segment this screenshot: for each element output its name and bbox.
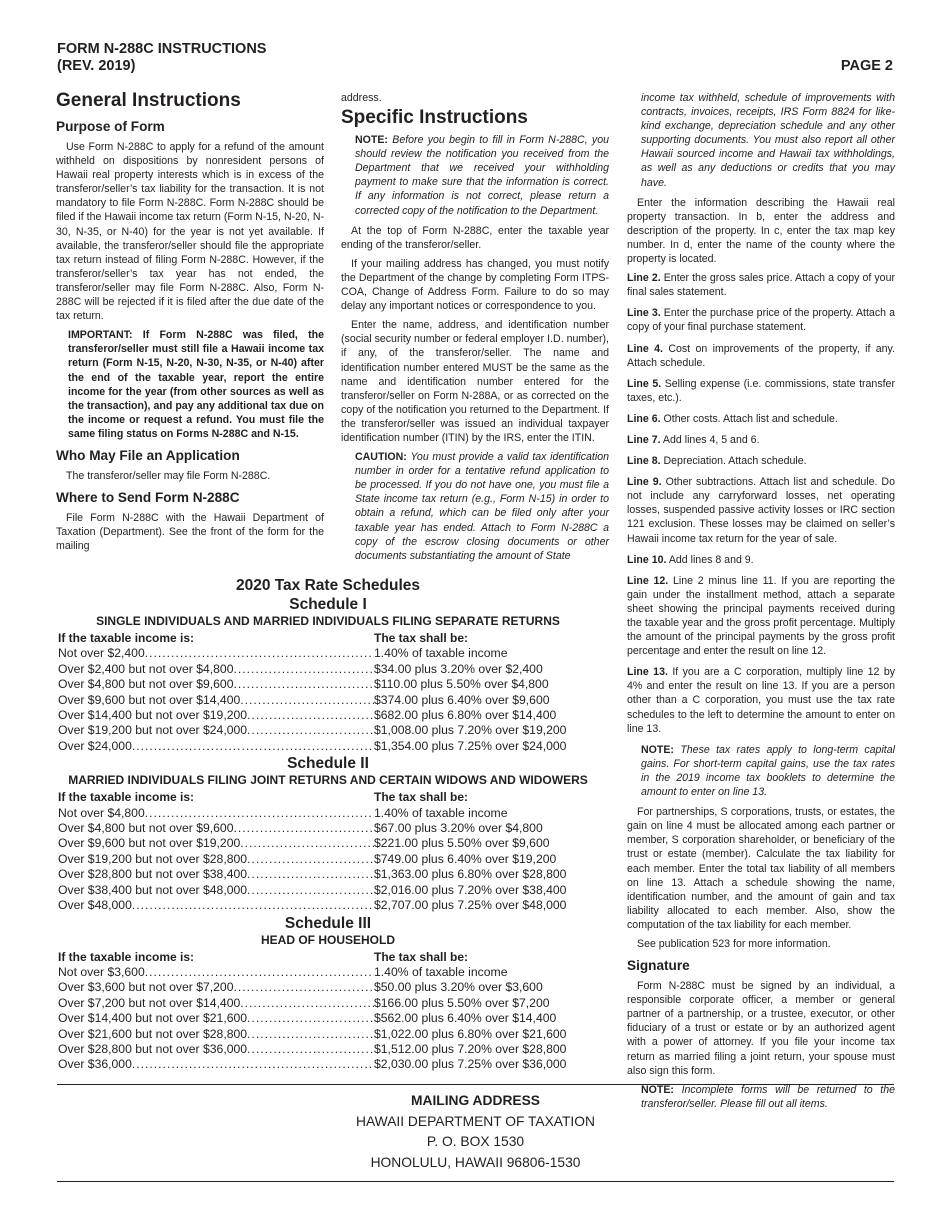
line-instruction [627, 412, 895, 426]
column-header-income: If the taxable income is: [58, 790, 195, 805]
signature-paragraph: Form N-288C must be signed by an individual, a responsible corporate officer, a member or general partner of a partnership, or a trustee, executor, or other fiduciary of a trust or estate or by an authorized agent with a power of attorney. If you file your income tax return as married filing a joint return, your spouse must also sign this form. [627, 980, 895, 1077]
tax-amount: $2,707.00 plus 7.25% over $48,000 [374, 898, 567, 913]
line-instruction [627, 271, 895, 299]
line-text: Line 2 minus line 11. If you are reporting the gain under the installment method, attach a separate sheet showing the principal payments received during the taxable year and the gross profit percentage. Multiply the amount of the principal payments by the gross profit percentage and enter the result on line 12. [627, 574, 895, 658]
income-range: Over $14,400 but not over $21,600 [58, 1011, 248, 1026]
line-label: Line 3. [627, 307, 661, 320]
line-text: Enter the gross sales price. Attach a copy of your final sales statement. [627, 272, 895, 299]
schedule-row [58, 662, 598, 677]
schedule-row [58, 677, 598, 692]
tax-amount: $110.00 plus 5.50% over $4,800 [374, 677, 549, 692]
tax-amount: $1,512.00 plus 7.20% over $28,800 [374, 1041, 567, 1056]
income-range-cell [58, 677, 374, 692]
line-instructions-column [627, 91, 895, 1117]
tax-amount: $562.00 plus 6.40% over $14,400 [374, 1011, 557, 1026]
identification-paragraph: Enter the name, address, and identification number (social security number or federal employer I.D. number), if any, of the transferor/seller. The name and identification number entered MUST be the same as the name and identification number entered for the transferor/seller on Form N-288A, or as corrected on the copy of the notification you returned to the Department. If the transferor/seller was issued an individual taxpayer identification number (ITIN) by the IRS, enter the ITIN. [341, 319, 609, 444]
dot-leader [247, 708, 374, 723]
tax-amount: $374.00 plus 6.40% over $9,600 [374, 692, 550, 707]
schedule-row [58, 1011, 598, 1026]
income-range-cell [58, 662, 374, 677]
income-range-cell [58, 693, 374, 708]
income-range-cell [58, 836, 374, 851]
incomplete-note-text: Incomplete forms will be returned to the transferor/seller. Please fill out all items. [641, 1083, 895, 1110]
mailing-address-line-3: HONOLULU, HAWAII 96806-1530 [370, 1154, 581, 1170]
line-label: Line 13. [627, 666, 668, 679]
income-range-cell [58, 1042, 374, 1057]
line-text: Add lines 4, 5 and 6. [662, 433, 760, 446]
specific-instructions-title: Specific Instructions [341, 107, 528, 129]
schedule-row [58, 806, 598, 821]
line-text: Other costs. Attach list and schedule. [663, 412, 838, 425]
taxable-year-paragraph: At the top of Form N-288C, enter the taxable year ending of the transferor/seller. [341, 224, 609, 251]
where-to-send-heading: Where to Send Form N-288C [56, 490, 240, 506]
schedule-row [58, 867, 598, 882]
dot-leader [145, 965, 374, 980]
line-label: Line 4. [627, 342, 663, 355]
schedule-row [58, 980, 598, 995]
line-label: Line 2. [627, 272, 661, 285]
line-instruction [627, 553, 895, 567]
tax-amount: $749.00 plus 6.40% over $19,200 [374, 851, 557, 866]
publication-paragraph: See publication 523 for more information. [637, 937, 831, 950]
income-range: Over $19,200 but not over $28,800 [58, 851, 248, 866]
income-range-cell [58, 1057, 374, 1072]
schedule-header-row [58, 631, 598, 646]
column-header-income: If the taxable income is: [58, 631, 195, 645]
dot-leader [234, 821, 375, 836]
line-instruction [627, 574, 895, 659]
column-header-tax: The tax shall be: [374, 949, 469, 964]
income-range-cell [58, 739, 374, 754]
income-range: Over $7,200 but not over $14,400 [58, 995, 241, 1010]
income-range-cell [58, 1011, 374, 1026]
caution-text: You must provide a valid tax identification number in order for a tentative refund application to be processed. If you do not have one, you must file a State income tax return (e.g., Form N-15) in order to obtain a refund, which can be filed only after your taxable year has ended. Attach to Form N-288C a copy of the escrow closing documents or other documents substantiating the amount of State [355, 451, 609, 562]
line-text: Enter the purchase price of the property. Attach a copy of your final purchase statement. [627, 307, 895, 334]
line-text: Selling expense (i.e. commissions, state transfer taxes, etc.). [627, 377, 895, 404]
tax-amount: $2,030.00 plus 7.25% over $36,000 [374, 1057, 567, 1072]
dot-leader [247, 883, 374, 898]
line-text: Other subtractions. Attach list and schedule. Do not include any carryforward losses, net operating losses, suspended passive activity losses or IRC section 121 exclusion. These losses may be claimed on seller’s Hawaii income tax return for the year of sale. [627, 476, 895, 545]
schedule-row [58, 821, 598, 836]
dot-leader [240, 996, 374, 1011]
schedule-header-row [58, 790, 598, 805]
income-range-cell [58, 867, 374, 882]
column-header-tax: The tax shall be: [374, 790, 469, 805]
note-label: NOTE: [355, 134, 388, 147]
schedule-row [58, 852, 598, 867]
schedule-name: Schedule I [289, 596, 367, 613]
line-label: Line 7. [627, 433, 661, 446]
form-title: FORM N-288C INSTRUCTIONS [57, 41, 267, 57]
income-range-cell [58, 646, 374, 661]
income-range: Not over $2,400 [58, 646, 145, 661]
column-header-tax: The tax shall be: [374, 631, 469, 645]
tax-amount: $1,022.00 plus 6.80% over $21,600 [374, 1026, 567, 1041]
property-info-paragraph: Enter the information describing the Hawaii real property transaction. In b, enter the address and description of the property. In c, enter the tax map key number. In d, enter the name of the county where the property is located. [627, 196, 895, 266]
caution-label: CAUTION: [355, 451, 407, 464]
note-before-begin [355, 133, 609, 218]
dot-leader [247, 1027, 374, 1042]
signature-heading: Signature [627, 958, 690, 974]
page-number: PAGE 2 [840, 58, 893, 74]
income-range: Over $36,000 [58, 1057, 132, 1072]
dot-leader [247, 1011, 374, 1026]
schedule-row [58, 708, 598, 723]
mailing-address-line-2: P. O. BOX 1530 [426, 1134, 525, 1149]
income-range-cell [58, 852, 374, 867]
capital-gains-note-label: NOTE: [641, 743, 674, 756]
line-label: Line 8. [627, 455, 661, 468]
line-label: Line 10. [627, 553, 667, 566]
form-revision: (REV. 2019) [57, 58, 136, 74]
schedule-subtitle: MARRIED INDIVIDUALS FILING JOINT RETURNS AND CERTAIN WIDOWS AND WIDOWERS [68, 773, 588, 788]
tax-amount: $50.00 plus 3.20% over $3,600 [374, 980, 543, 995]
dot-leader [132, 898, 374, 913]
dot-leader [240, 693, 374, 708]
schedule-row [58, 1042, 598, 1057]
tax-amount: $67.00 plus 3.20% over $4,800 [374, 821, 543, 836]
schedule-subtitle: SINGLE INDIVIDUALS AND MARRIED INDIVIDUALS FILING SEPARATE RETURNS [96, 614, 560, 628]
income-range-cell [58, 965, 374, 980]
line-instruction [627, 475, 895, 545]
purpose-heading: Purpose of Form [56, 119, 165, 134]
column-header-income: If the taxable income is: [58, 949, 195, 964]
schedule-row [58, 693, 598, 708]
income-range-cell [58, 723, 374, 738]
income-range: Over $4,800 but not over $9,600 [58, 677, 234, 692]
income-range: Over $19,200 but not over $24,000 [58, 723, 248, 738]
schedule-row [58, 836, 598, 851]
line-label: Line 5. [627, 377, 662, 390]
schedule-row [58, 898, 598, 913]
specific-instructions-column [341, 91, 609, 569]
tax-amount: $221.00 plus 5.50% over $9,600 [374, 836, 550, 851]
income-range: Over $38,400 but not over $48,000 [58, 882, 248, 897]
tax-amount: $682.00 plus 6.80% over $14,400 [374, 708, 557, 723]
income-range-cell [58, 806, 374, 821]
schedule-row [58, 1027, 598, 1042]
income-range-cell [58, 1027, 374, 1042]
who-may-file-paragraph: The transferor/seller may file Form N-288C. [66, 469, 271, 482]
income-range-cell [58, 883, 374, 898]
income-range: Over $2,400 but not over $4,800 [58, 661, 234, 676]
income-range: Over $24,000 [58, 738, 132, 753]
income-range-cell [58, 996, 374, 1011]
form-title-block [57, 41, 266, 75]
dot-leader [145, 646, 374, 661]
schedule-list [58, 595, 598, 1073]
schedule-subtitle: HEAD OF HOUSEHOLD [260, 932, 395, 947]
partnerships-paragraph: For partnerships, S corporations, trusts, or estates, the gain on line 4 must be allocated among each partner or member, S corporation shareholder, or beneficiary of the trust or estate (member). Calculate the tax liability for each member. Enter the total tax liability of all members on line 13. Attach a schedule showing the name, identification number, and the amount of gain and tax liability allocated to each member. Also, show the computation of the tax liability for each member. [627, 806, 895, 931]
income-range: Over $4,800 but not over $9,600 [58, 821, 234, 836]
schedule-row [58, 723, 598, 738]
schedule-header-row [58, 950, 598, 965]
income-range: Over $9,600 but not over $14,400 [58, 692, 241, 707]
income-range: Over $9,600 but not over $19,200 [58, 836, 241, 851]
schedule-name: Schedule II [287, 755, 369, 773]
income-range-cell [58, 898, 374, 913]
dot-leader [234, 662, 375, 677]
address-continuation: address. [341, 92, 382, 104]
income-range-cell [58, 708, 374, 723]
schedule-row [58, 646, 598, 661]
schedule-row [58, 965, 598, 980]
tax-amount: $2,016.00 plus 7.20% over $38,400 [374, 882, 567, 897]
where-to-send-paragraph: File Form N-288C with the Hawaii Department of Taxation (Department). See the front of the form for the mailing [56, 512, 324, 553]
income-range: Not over $3,600 [58, 964, 145, 979]
dot-leader [132, 1057, 374, 1072]
income-range: Over $3,600 but not over $7,200 [58, 980, 234, 995]
dot-leader [132, 739, 374, 754]
schedule-name: Schedule III [284, 914, 372, 932]
schedule-row [58, 883, 598, 898]
line-text: Depreciation. Attach schedule. [663, 455, 807, 468]
general-instructions-title: General Instructions [56, 90, 241, 111]
schedules-title: 2020 Tax Rate Schedules [235, 577, 421, 594]
dot-leader [145, 806, 374, 821]
income-range: Over $14,400 but not over $19,200 [58, 708, 248, 723]
income-range: Over $48,000 [58, 898, 132, 913]
caution-block [355, 450, 609, 563]
schedule-row [58, 996, 598, 1011]
who-may-file-heading: Who May File an Application [56, 447, 240, 463]
income-range: Over $28,800 but not over $36,000 [58, 1041, 248, 1056]
income-range: Not over $4,800 [58, 805, 145, 820]
note-text: Before you begin to fill in Form N-288C, you should review the notification you received from the Department that we received your withholding payment to make sure that the information is correct. If any information is not correct, please return a corrected copy of the notification to the Department. [355, 134, 609, 217]
dot-leader [247, 723, 374, 738]
line-instruction [627, 377, 895, 405]
tax-rate-schedules [58, 576, 598, 1073]
tax-amount: $1,354.00 plus 7.25% over $24,000 [374, 738, 567, 753]
important-paragraph: IMPORTANT: If Form N-288C was filed, the transferor/seller must still file a Hawaii income tax return (Form N-15, N-20, N-30, N-35, or N-40) after the end of the taxable year, report the entire income for the year (from other sources as well as the transaction), and pay any additional tax due on the income or request a refund. You must file the same filing status on Forms N-288C and N-15. [68, 329, 324, 440]
mailing-address-title: MAILING ADDRESS [410, 1093, 541, 1108]
line-list [627, 271, 895, 736]
dot-leader [247, 867, 374, 882]
line-label: Line 12. [627, 574, 669, 587]
schedule-block [58, 595, 598, 754]
line-text: If you are a C corporation, multiply line 12 by 4% and enter the result on line 13. If you are a person other than a C corporation, you must use the tax rate schedules to the left to determine the amount to enter on line 13. [627, 666, 896, 735]
caution-continuation [641, 91, 895, 190]
purpose-paragraph: Use Form N-288C to apply for a refund of the amount withheld on dispositions by nonresident persons of Hawaii real property interests which is in excess of the transferor/seller’s tax liability for the transaction. It is not mandatory to file Form N-288C. Form N-288C should be filed if the Hawaii income tax return (Form N-15, N-20, N-30, N-35, or N-40) for the year is not yet available. If available, the transferor/seller should file the appropriate tax return instead of filing Form N-288C. However, if the transferor/seller’s tax year has not ended, the transferor/seller may file Form N-288C. Also, Form N-288C will be rejected if it is filed after the due date of the tax return. [56, 141, 324, 323]
income-range-cell [58, 980, 374, 995]
line-label: Line 6. [627, 412, 661, 425]
tax-amount: $1,363.00 plus 6.80% over $28,800 [374, 867, 567, 882]
line-label: Line 9. [627, 476, 662, 489]
line-instruction [627, 665, 895, 735]
tax-amount: 1.40% of taxable income [374, 646, 508, 661]
mailing-address-box [57, 1084, 894, 1182]
general-instructions-column [56, 90, 324, 558]
income-range: Over $21,600 but not over $28,800 [58, 1026, 248, 1041]
schedule-row [58, 739, 598, 754]
dot-leader [234, 677, 375, 692]
income-range-cell [58, 821, 374, 836]
line-instruction [627, 454, 895, 468]
dot-leader [247, 852, 374, 867]
dot-leader [234, 980, 375, 995]
tax-amount: 1.40% of taxable income [374, 805, 508, 820]
line-instruction [627, 306, 895, 334]
tax-amount: $34.00 plus 3.20% over $2,400 [374, 661, 543, 676]
capital-gains-note [641, 743, 895, 799]
tax-amount: $166.00 plus 5.50% over $7,200 [374, 995, 550, 1010]
tax-amount: $1,008.00 plus 7.20% over $19,200 [374, 723, 567, 738]
dot-leader [247, 1042, 374, 1057]
dot-leader [240, 836, 374, 851]
address-change-paragraph: If your mailing address has changed, you must notify the Department of the change by completing Form ITPS-COA, Change of Address Form. Failure to do so may delay any important notices or correspondence to you. [341, 257, 609, 313]
schedule-block [58, 914, 598, 1073]
schedule-row [58, 1057, 598, 1072]
tax-amount: 1.40% of taxable income [374, 964, 508, 979]
caution-continuation-text: income tax withheld, schedule of improvements with contracts, invoices, receipts, IRS Form 8824 for like-kind exchange, depreciation schedule and any other supporting documents. You must also report all other Hawaii sourced income and Hawaii tax withholdings, as well as any deductions or credits that you may have. [641, 92, 895, 189]
line-instruction [627, 342, 895, 370]
mailing-address-line-1: HAWAII DEPARTMENT OF TAXATION [356, 1113, 595, 1129]
line-instruction [627, 433, 895, 447]
schedule-block [58, 754, 598, 913]
line-text: Add lines 8 and 9. [668, 553, 754, 566]
income-range: Over $28,800 but not over $38,400 [58, 867, 248, 882]
incomplete-note-label: NOTE: [641, 1083, 674, 1096]
capital-gains-note-text: These tax rates apply to long-term capital gains. For short-term capital gains, use the tax rates in the 2019 income tax booklets to determine the amount to enter on line 13. [641, 743, 895, 799]
line-text: Cost on improvements of the property, if any. Attach schedule. [627, 342, 895, 369]
